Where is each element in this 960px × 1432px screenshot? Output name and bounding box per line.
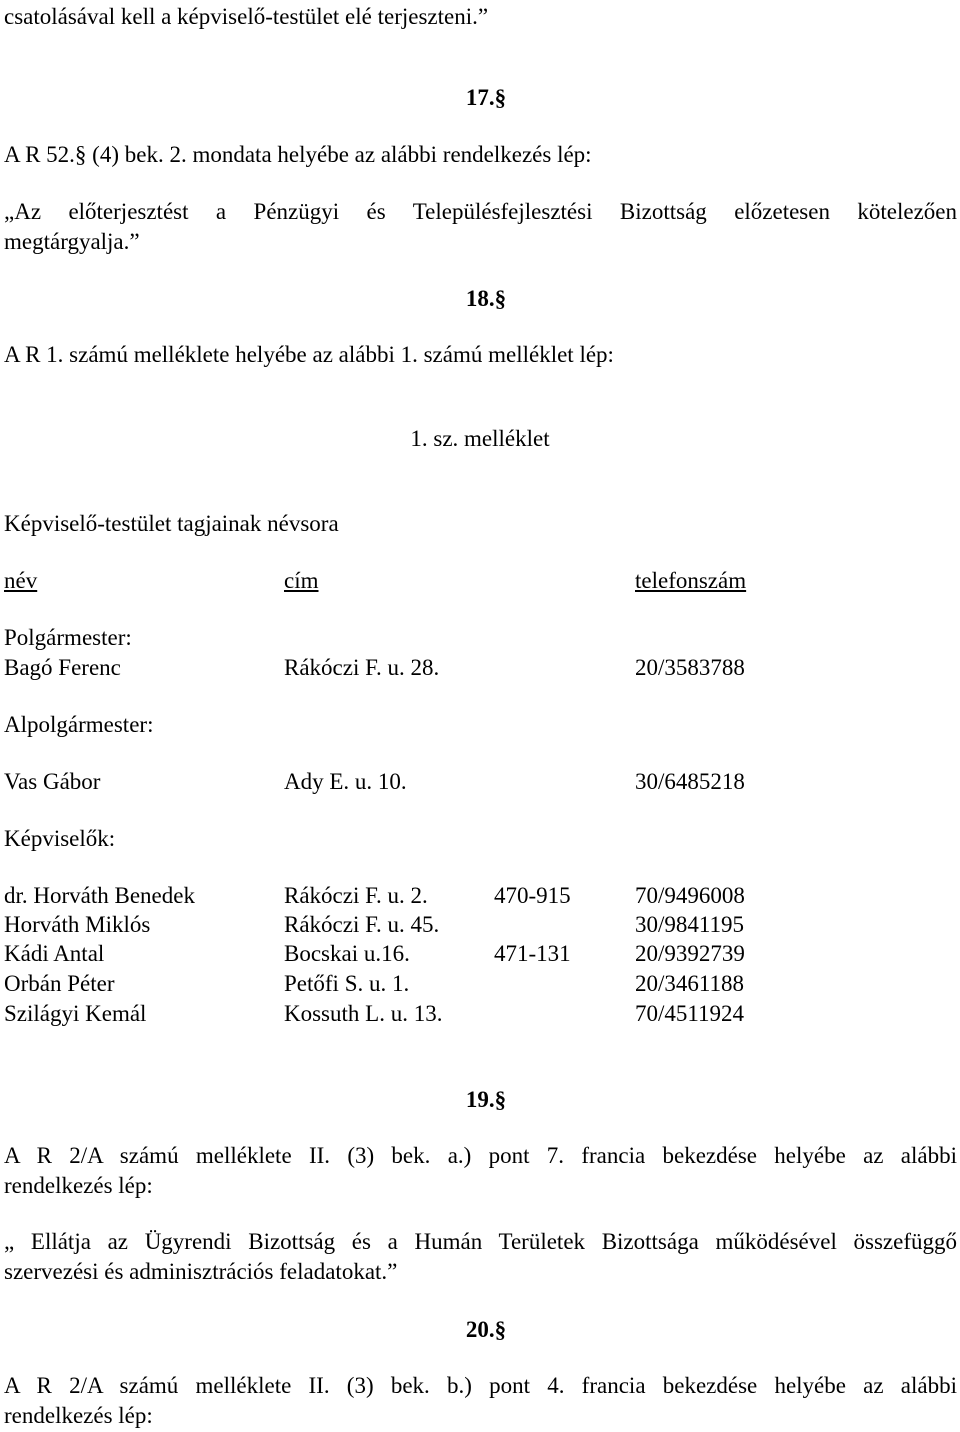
member-name: Vas Gábor — [4, 769, 101, 794]
deputy-label: Alpolgármester: — [4, 712, 154, 737]
table-row-deputy — [0, 767, 960, 797]
member-phone: 30/9841195 — [635, 912, 745, 937]
table-row — [0, 881, 960, 911]
member-address: Kossuth L. u. 13. — [284, 1001, 443, 1026]
member-name: dr. Horváth Benedek — [4, 883, 195, 908]
section-heading-17: 17.§ — [465, 85, 507, 110]
member-name: Horváth Miklós — [4, 912, 151, 937]
member-list-title: Képviselő-testület tagjainak névsora — [4, 511, 339, 536]
table-row — [0, 939, 960, 969]
representatives-label: Képviselők: — [4, 826, 116, 851]
paragraph-amendment-20-line2: rendelkezés lép: — [4, 1403, 153, 1428]
member-address: Petőfi S. u. 1. — [284, 971, 410, 996]
member-name: Kádi Antal — [4, 941, 105, 966]
member-phone: 20/3583788 — [635, 655, 745, 680]
paragraph-quote-line2: megtárgyalja.” — [4, 229, 140, 254]
table-row-mayor — [0, 653, 960, 683]
paragraph-quote-19-line2: szervezési és adminisztrációs feladatokat.” — [4, 1259, 398, 1284]
column-header-phone: telefonszám — [635, 568, 747, 593]
table-row — [0, 910, 960, 940]
member-name: Orbán Péter — [4, 971, 115, 996]
member-phone: 20/3461188 — [635, 971, 745, 996]
table-row — [0, 969, 960, 999]
column-header-name: név — [4, 568, 38, 593]
table-row — [0, 999, 960, 1029]
mayor-label: Polgármester: — [4, 625, 132, 650]
member-phone: 30/6485218 — [635, 769, 745, 794]
member-name: Szilágyi Kemál — [4, 1001, 147, 1026]
paragraph-quote-line1: „Az előterjesztést a Pénzügyi és Településfejlesztési Bizottság előzetesen kötelezően — [4, 199, 957, 224]
member-phone: 20/9392739 — [635, 941, 745, 966]
member-address: Ady E. u. 10. — [284, 769, 407, 794]
member-address: Rákóczi F. u. 28. — [284, 655, 440, 680]
member-address: Bocskai u.16. — [284, 941, 410, 966]
paragraph-amendment-19-line1: A R 2/A számú melléklete II. (3) bek. a.) pont 7. francia bekezdése helyébe az alábbi — [4, 1143, 957, 1168]
section-heading-18: 18.§ — [465, 286, 507, 311]
member-address: Rákóczi F. u. 45. — [284, 912, 440, 937]
section-heading-20: 20.§ — [465, 1317, 507, 1342]
member-name: Bagó Ferenc — [4, 655, 121, 680]
column-header-address: cím — [284, 568, 319, 593]
member-phone: 70/4511924 — [635, 1001, 745, 1026]
paragraph-continuation: csatolásával kell a képviselő-testület elé terjeszteni.” — [4, 4, 489, 29]
paragraph-quote-19-line1: „ Ellátja az Ügyrendi Bizottság és a Humán Területek Bizottsága működésével összefüggő — [4, 1229, 957, 1254]
paragraph-amendment-20-line1: A R 2/A számú melléklete II. (3) bek. b.) pont 4. francia bekezdése helyébe az alábbi — [4, 1373, 957, 1398]
member-ext: 470-915 — [494, 883, 571, 908]
annex-title: 1. sz. melléklet — [410, 426, 550, 451]
member-table-header — [0, 566, 960, 596]
paragraph-amendment-19-line2: rendelkezés lép: — [4, 1173, 153, 1198]
paragraph-amendment-52: A R 52.§ (4) bek. 2. mondata helyébe az alábbi rendelkezés lép: — [4, 142, 592, 167]
member-phone: 70/9496008 — [635, 883, 745, 908]
paragraph-annex-replacement: A R 1. számú melléklete helyébe az alábbi 1. számú melléklet lép: — [4, 342, 614, 367]
section-heading-19: 19.§ — [465, 1087, 507, 1112]
member-address: Rákóczi F. u. 2. — [284, 883, 428, 908]
member-ext: 471-131 — [494, 941, 571, 966]
